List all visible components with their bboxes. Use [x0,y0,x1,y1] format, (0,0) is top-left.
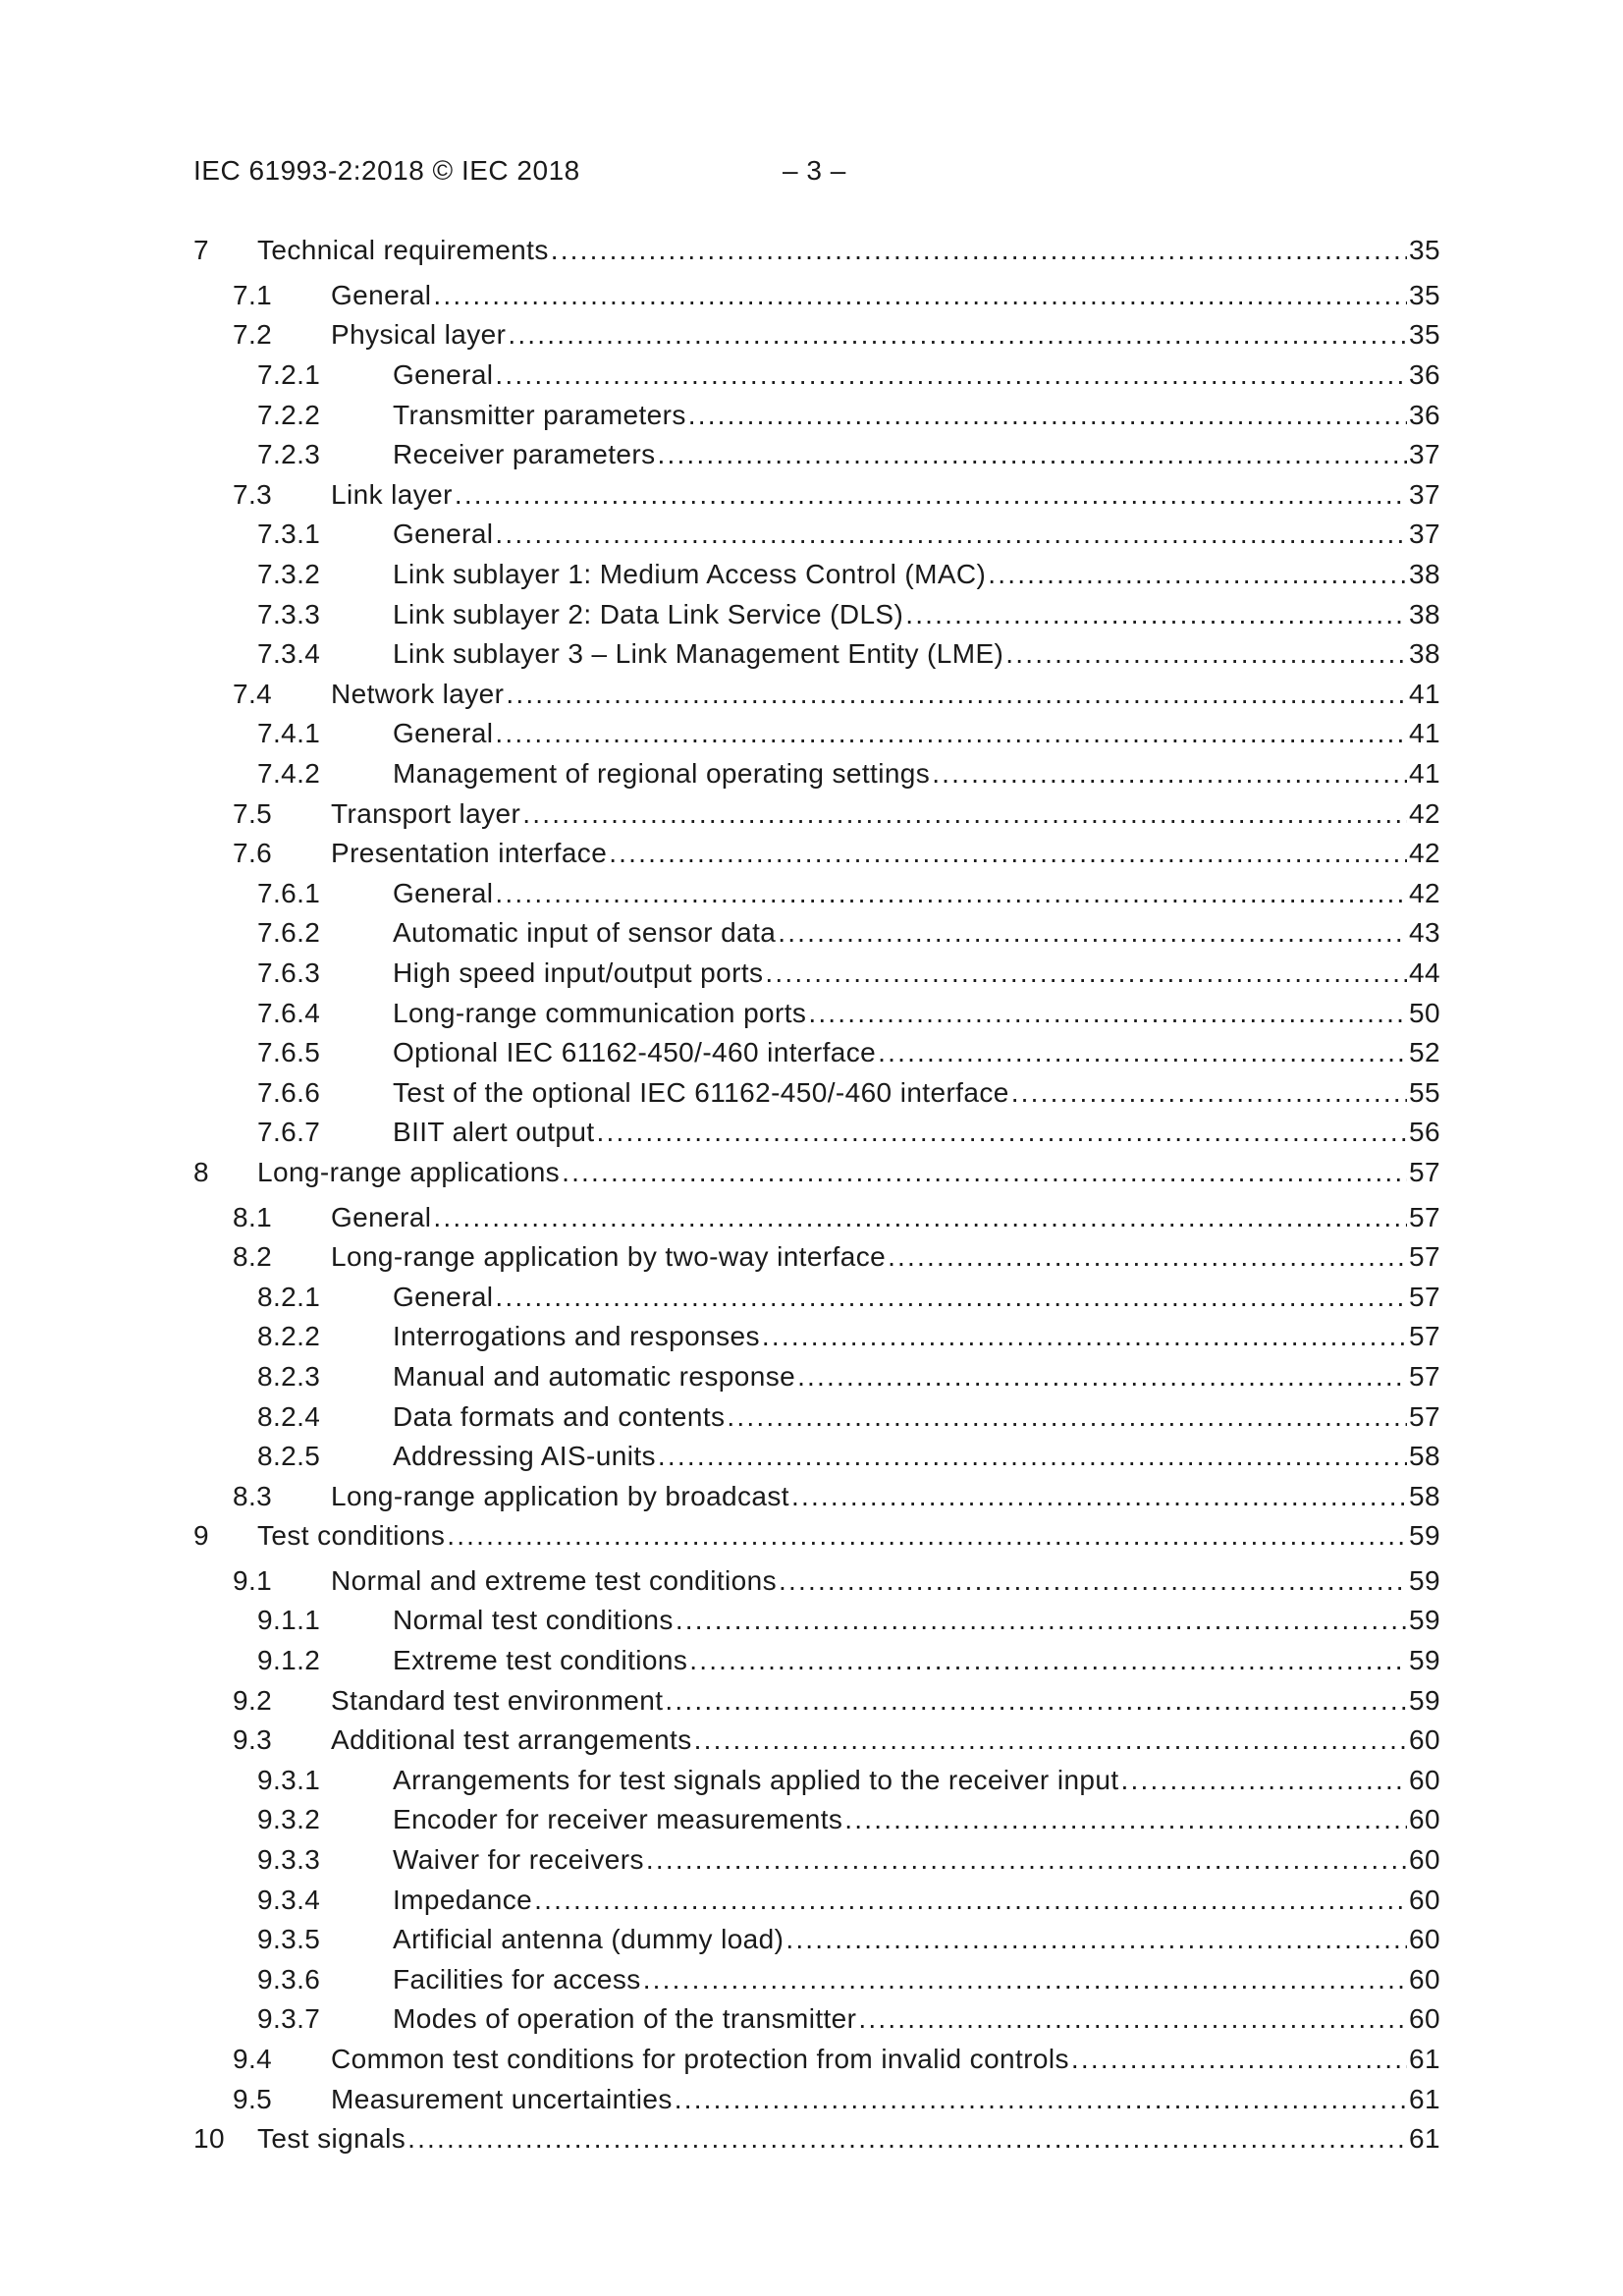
dot-leader [727,1401,1407,1433]
toc-entry-line [393,359,1440,391]
toc-entry[interactable] [193,2079,1440,2119]
toc-entry-page: 41 [1409,718,1440,749]
toc-entry[interactable] [193,1960,1440,2000]
dot-leader [551,235,1407,266]
toc-entry[interactable] [193,1317,1440,1357]
toc-entry-number: 9.3.3 [257,1844,321,1876]
toc-entry[interactable] [193,475,1440,516]
toc-entry-page: 52 [1409,1037,1440,1068]
toc-entry-number: 10 [193,2123,225,2155]
toc-entry-line [331,1724,1440,1756]
toc-entry-number: 8.2.5 [257,1441,321,1472]
toc-entry-title[interactable]: Normal and extreme test conditions [331,1564,778,1596]
toc-entry-line [393,1361,1440,1393]
dot-leader [675,2084,1407,2115]
toc-entry-number: 7.3.3 [257,598,321,629]
toc-entry-line [393,758,1440,790]
toc-entry-number: 7.1 [233,279,273,310]
document-identifier: IEC 61993-2:2018 © IEC 2018 [193,155,580,186]
toc-entry-line [393,1885,1440,1916]
toc-entry[interactable] [193,2040,1440,2080]
toc-entry-number: 9.5 [233,2083,273,2114]
toc-entry-line [393,1765,1440,1796]
toc-entry[interactable] [193,675,1440,715]
toc-entry[interactable] [193,1641,1440,1681]
dot-leader [646,1844,1407,1876]
toc-entry-page: 36 [1409,399,1440,430]
toc-entry-line [393,1401,1440,1433]
toc-entry-number: 9.1 [233,1564,273,1596]
toc-entry[interactable] [193,1237,1440,1278]
toc-entry[interactable] [193,874,1440,914]
toc-entry-title[interactable]: Test conditions [257,1520,446,1552]
toc-entry-line [331,2044,1440,2075]
toc-entry-line [331,1481,1440,1512]
dot-leader [433,1202,1407,1233]
toc-entry-number: 7.6.1 [257,877,321,908]
toc-entry-line [393,439,1440,470]
dot-leader [808,998,1407,1029]
toc-entry-page: 57 [1409,1156,1440,1187]
dot-leader [433,280,1407,311]
toc-entry-number: 9 [193,1520,209,1552]
toc-entry-line [393,519,1440,550]
toc-entry-line [393,878,1440,909]
dot-leader [508,319,1407,351]
toc-entry[interactable] [193,594,1440,634]
dot-leader [791,1481,1407,1512]
toc-entry-line [331,319,1440,351]
toc-entry-page: 37 [1409,478,1440,510]
toc-entry[interactable] [193,1840,1440,1881]
toc-entry-title[interactable]: General [393,718,494,749]
toc-entry-number: 8.2.3 [257,1360,321,1392]
toc-entry-title[interactable]: General [331,1201,432,1232]
toc-entry-number: 8.2.2 [257,1321,321,1352]
dot-leader [778,917,1407,949]
toc-entry-page: 61 [1409,2083,1440,2114]
toc-entry-page: 41 [1409,758,1440,790]
dot-leader [495,1282,1407,1313]
toc-entry[interactable] [193,1800,1440,1840]
toc-entry-title[interactable]: Normal test conditions [393,1605,674,1636]
toc-entry-line [393,1605,1440,1636]
toc-entry-number: 9.3.7 [257,2003,321,2035]
dot-leader [694,1724,1407,1756]
toc-entry[interactable] [193,555,1440,595]
toc-entry-line [393,638,1440,670]
page-header [193,155,846,187]
toc-entry-title[interactable]: Link sublayer 3 – Link Management Entity (LME) [393,638,1004,670]
dot-leader [785,1924,1407,1955]
toc-entry-page: 37 [1409,519,1440,550]
toc-entry-title[interactable]: Measurement uncertainties [331,2083,673,2114]
toc-entry-title[interactable]: Arrangements for test signals applied to the receiver input [393,1764,1119,1795]
toc-entry-number: 9.3.4 [257,1884,321,1915]
toc-entry-line [331,1202,1440,1233]
toc-entry-number: 7.6.5 [257,1037,321,1068]
toc-entry-line [393,1077,1440,1109]
toc-entry[interactable] [193,993,1440,1033]
toc-entry[interactable] [193,1516,1440,1557]
toc-entry-number: 7.3.1 [257,519,321,550]
toc-entry-number: 7 [193,235,209,266]
toc-entry-title[interactable]: General [331,279,432,310]
toc-entry-number: 7.4.1 [257,718,321,749]
dot-leader [888,1241,1407,1273]
toc-entry-title[interactable]: General [393,1281,494,1312]
toc-entry-title[interactable]: Link layer [331,478,453,510]
toc-entry[interactable] [193,1113,1440,1153]
toc-entry-line [331,280,1440,311]
toc-entry-number: 9.1.1 [257,1605,321,1636]
toc-entry-page: 37 [1409,439,1440,470]
toc-entry-line [393,2003,1440,2035]
dot-leader [932,758,1407,790]
toc-entry-line [331,2084,1440,2115]
toc-entry-page: 59 [1409,1605,1440,1636]
toc-entry-title[interactable]: Long-range application by broadcast [331,1480,789,1511]
dot-leader [688,400,1407,431]
toc-entry-title[interactable]: Common test conditions for protection from invalid controls [331,2044,1069,2075]
toc-entry-number: 7.2.3 [257,439,321,470]
toc-entry-number: 9.1.2 [257,1645,321,1676]
toc-entry-number: 7.2 [233,319,273,351]
toc-entry-line [393,718,1440,749]
toc-entry-page: 44 [1409,957,1440,988]
toc-entry-page: 38 [1409,598,1440,629]
dot-leader [844,1804,1407,1835]
toc-entry-title[interactable]: Transmitter parameters [393,399,686,430]
toc-entry-line [257,2123,1440,2155]
toc-entry[interactable] [193,954,1440,994]
toc-entry-page: 59 [1409,1564,1440,1596]
toc-entry-number: 7.3 [233,478,273,510]
toc-entry-number: 9.3.2 [257,1804,321,1835]
toc-entry-page: 57 [1409,1241,1440,1273]
toc-entry-page: 36 [1409,359,1440,391]
toc-entry-title[interactable]: General [393,519,494,550]
toc-entry-number: 8.3 [233,1480,273,1511]
toc-entry[interactable] [193,754,1440,794]
toc-entry-title[interactable]: Interrogations and responses [393,1321,760,1352]
toc-entry[interactable] [193,793,1440,834]
toc-entry-number: 9.3.1 [257,1764,321,1795]
dot-leader [447,1520,1407,1552]
dot-leader [1121,1765,1408,1796]
toc-entry-line [393,1804,1440,1835]
toc-entry-number: 9.3.6 [257,1963,321,1995]
toc-entry-number: 7.3.2 [257,559,321,590]
dot-leader [676,1605,1407,1636]
toc-entry-title[interactable]: Data formats and contents [393,1400,726,1432]
toc-entry-page: 41 [1409,678,1440,709]
toc-entry-number: 7.5 [233,797,273,829]
toc-entry-line [393,1924,1440,1955]
toc-entry-page: 35 [1409,279,1440,310]
toc-entry-line [393,559,1440,590]
toc-entry-number: 7.6.4 [257,997,321,1028]
toc-entry-title[interactable]: Facilities for access [393,1963,641,1995]
toc-entry[interactable] [193,515,1440,555]
toc-entry[interactable] [193,1153,1440,1193]
toc-entry-title[interactable]: Modes of operation of the transmitter [393,2003,857,2035]
toc-entry-line [393,1441,1440,1472]
toc-entry-line [393,1964,1440,1995]
toc-entry-number: 8 [193,1156,209,1187]
toc-entry[interactable] [193,1357,1440,1397]
toc-entry-number: 7.6 [233,838,273,869]
toc-entry-title[interactable]: Receiver parameters [393,439,656,470]
dot-leader [657,439,1407,470]
toc-entry-page: 38 [1409,638,1440,670]
toc-entry-title[interactable]: Test of the optional IEC 61162-450/-460 interface [393,1076,1009,1108]
toc-entry[interactable] [193,395,1440,435]
toc-entry-title[interactable]: Additional test arrangements [331,1724,692,1756]
dot-leader [495,718,1407,749]
toc-entry-page: 35 [1409,319,1440,351]
dot-leader [1005,638,1407,670]
toc-entry-number: 8.2.1 [257,1281,321,1312]
toc-entry-title[interactable]: Technical requirements [257,235,549,266]
toc-entry[interactable] [193,1761,1440,1801]
toc-entry-page: 38 [1409,559,1440,590]
toc-entry[interactable] [193,1072,1440,1113]
toc-entry-page: 59 [1409,1645,1440,1676]
toc-entry-line [393,998,1440,1029]
toc-entry-line [331,838,1440,869]
toc-entry-number: 8.2 [233,1241,273,1273]
toc-entry-page: 57 [1409,1400,1440,1432]
toc-entry-title[interactable]: High speed input/output ports [393,957,764,988]
dot-leader [797,1361,1407,1393]
toc-entry[interactable] [193,1437,1440,1477]
toc-entry[interactable] [193,1277,1440,1317]
toc-entry[interactable] [193,1561,1440,1602]
toc-entry[interactable] [193,1197,1440,1237]
toc-entry-page: 59 [1409,1520,1440,1552]
toc-entry-number: 7.2.1 [257,359,321,391]
dot-leader [534,1885,1407,1916]
toc-entry-title[interactable]: Presentation interface [331,838,608,869]
toc-entry-page: 59 [1409,1684,1440,1716]
toc-entry-title[interactable]: Encoder for receiver measurements [393,1804,843,1835]
toc-entry-line [393,599,1440,630]
toc-entry-title[interactable]: BIIT alert output [393,1117,595,1148]
toc-entry-title[interactable]: Transport layer [331,797,521,829]
toc-entry-page: 43 [1409,917,1440,949]
toc-entry[interactable] [193,276,1440,316]
toc-entry-title[interactable]: Management of regional operating settings [393,758,931,790]
toc-entry-number: 9.2 [233,1684,273,1716]
dot-leader [495,519,1407,550]
toc-entry-line [331,1241,1440,1273]
toc-entry-page: 50 [1409,997,1440,1028]
dot-leader [1011,1077,1407,1109]
toc-entry-title[interactable]: Addressing AIS-units [393,1441,656,1472]
toc-entry[interactable] [193,1920,1440,1960]
toc-entry-line [393,1321,1440,1352]
toc-entry[interactable] [193,2119,1440,2159]
toc-entry[interactable] [193,714,1440,754]
toc-entry-line [331,479,1440,511]
toc-entry-title[interactable]: Network layer [331,678,505,709]
dot-leader [905,599,1407,630]
toc-entry-page: 61 [1409,2044,1440,2075]
toc-entry-page: 57 [1409,1201,1440,1232]
dot-leader [878,1037,1407,1068]
toc-entry-page: 35 [1409,235,1440,266]
toc-entry-title[interactable]: Physical layer [331,319,507,351]
toc-entry-number: 7.6.7 [257,1117,321,1148]
toc-entry-line [257,235,1440,266]
toc-entry-page: 61 [1409,2123,1440,2155]
toc-entry-line [393,957,1440,989]
toc-entry-title[interactable]: Automatic input of sensor data [393,917,777,949]
toc-entry-line [393,1645,1440,1676]
toc-entry-title[interactable]: Link sublayer 1: Medium Access Control (MAC) [393,559,987,590]
toc-entry-number: 7.4 [233,678,273,709]
toc-entry-page: 60 [1409,1963,1440,1995]
toc-entry-page: 42 [1409,797,1440,829]
toc-entry-title[interactable]: Standard test environment [331,1684,664,1716]
toc-entry-page: 55 [1409,1076,1440,1108]
toc-entry-page: 57 [1409,1321,1440,1352]
dot-leader [1071,2044,1407,2075]
toc-entry-line [393,1282,1440,1313]
toc-entry-page: 60 [1409,1804,1440,1835]
toc-entry-line [393,1117,1440,1148]
toc-entry-title[interactable]: Manual and automatic response [393,1360,796,1392]
page-number: – 3 – [783,155,846,186]
dot-leader [658,1441,1407,1472]
toc-entry[interactable] [193,315,1440,355]
toc-entry-title[interactable]: Impedance [393,1884,533,1915]
toc-entry-number: 7.6.6 [257,1076,321,1108]
toc-entry-number: 9.3 [233,1724,273,1756]
toc-entry-title[interactable]: Long-range application by two-way interface [331,1241,887,1273]
toc-entry-title[interactable]: Waiver for receivers [393,1844,644,1876]
toc-entry[interactable] [193,1601,1440,1641]
dot-leader [643,1964,1407,1995]
dot-leader [495,878,1407,909]
dot-leader [597,1117,1408,1148]
toc-entry-title[interactable]: Test signals [257,2123,406,2155]
dot-leader [522,798,1407,830]
toc-entry-line [257,1157,1440,1188]
toc-entry-number: 7.6.2 [257,917,321,949]
toc-entry-page: 60 [1409,1924,1440,1955]
toc-entry[interactable] [193,1396,1440,1437]
dot-leader [562,1157,1407,1188]
toc-entry-line [393,1037,1440,1068]
dot-leader [858,2003,1407,2035]
toc-entry-page: 60 [1409,1844,1440,1876]
toc-entry[interactable] [193,435,1440,475]
toc-entry-title[interactable]: Link sublayer 2: Data Link Service (DLS) [393,598,904,629]
toc-entry-line [393,400,1440,431]
toc-entry-line [331,798,1440,830]
toc-entry-line [257,1520,1440,1552]
toc-entry[interactable] [193,355,1440,396]
toc-entry-page: 58 [1409,1441,1440,1472]
toc-entry-page: 60 [1409,1724,1440,1756]
toc-entry[interactable] [193,834,1440,874]
toc-entry-line [331,1685,1440,1717]
dot-leader [609,838,1407,869]
dot-leader [495,359,1407,391]
toc-entry-number: 7.3.4 [257,638,321,670]
toc-entry[interactable] [193,634,1440,675]
toc-entry-line [331,1565,1440,1597]
dot-leader [665,1685,1407,1717]
toc-entry-number: 7.4.2 [257,758,321,790]
dot-leader [506,679,1407,710]
dot-leader [407,2123,1407,2155]
dot-leader [689,1645,1407,1676]
dot-leader [988,559,1407,590]
toc-entry-number: 9.4 [233,2044,273,2075]
toc-entry-number: 8.1 [233,1201,273,1232]
dot-leader [765,957,1407,989]
dot-leader [762,1321,1407,1352]
toc-entry-number: 7.2.2 [257,399,321,430]
toc-entry-title[interactable]: Long-range communication ports [393,997,807,1028]
toc-entry[interactable] [193,1680,1440,1721]
toc-entry-line [393,1844,1440,1876]
toc-entry-page: 42 [1409,877,1440,908]
toc-entry-page: 57 [1409,1360,1440,1392]
toc-entry-page: 57 [1409,1281,1440,1312]
dot-leader [779,1565,1407,1597]
toc-entry[interactable] [193,1476,1440,1516]
toc-entry[interactable] [193,1880,1440,1920]
toc-entry-number: 7.6.3 [257,957,321,988]
table-of-contents [193,231,1440,2159]
toc-entry[interactable] [193,1721,1440,1761]
toc-entry-page: 58 [1409,1480,1440,1511]
toc-entry-line [393,917,1440,949]
toc-entry-title[interactable]: Extreme test conditions [393,1645,688,1676]
toc-entry-page: 60 [1409,1884,1440,1915]
toc-entry[interactable] [193,1033,1440,1073]
toc-entry-page: 60 [1409,1764,1440,1795]
toc-entry-number: 9.3.5 [257,1924,321,1955]
toc-entry[interactable] [193,231,1440,271]
toc-entry-title[interactable]: Optional IEC 61162-450/-460 interface [393,1037,877,1068]
toc-entry-number: 8.2.4 [257,1400,321,1432]
toc-entry-title[interactable]: Long-range applications [257,1156,561,1187]
toc-entry[interactable] [193,913,1440,954]
toc-entry-title[interactable]: General [393,877,494,908]
toc-entry-line [331,679,1440,710]
toc-entry-title[interactable]: Artificial antenna (dummy load) [393,1924,784,1955]
toc-entry-page: 60 [1409,2003,1440,2035]
dot-leader [455,479,1407,511]
toc-entry-title[interactable]: General [393,359,494,391]
toc-entry-page: 56 [1409,1117,1440,1148]
toc-entry[interactable] [193,1999,1440,2040]
toc-entry-page: 42 [1409,838,1440,869]
